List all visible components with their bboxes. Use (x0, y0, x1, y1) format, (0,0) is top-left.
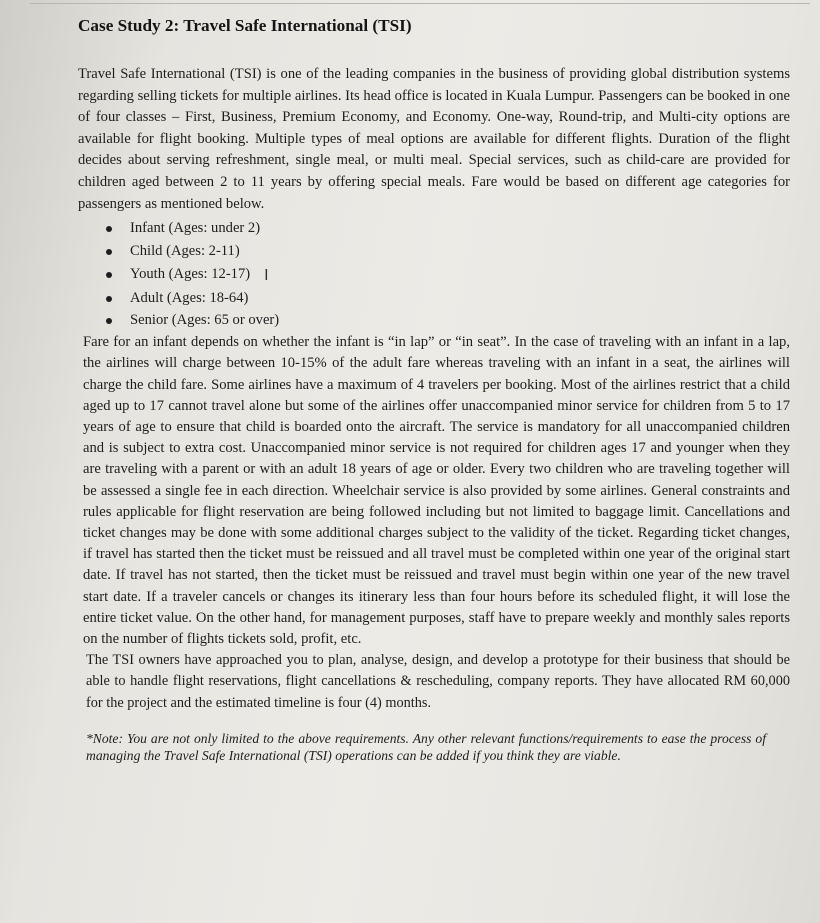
age-category-child: Child (Ages: 2-11) (100, 240, 790, 263)
age-category-list (78, 217, 790, 332)
age-category-senior: Senior (Ages: 65 or over) (100, 309, 790, 332)
age-category-youth: Youth (Ages: 12-17) I (100, 263, 790, 287)
case-study-title: Case Study 2: Travel Safe International (TSI) (78, 16, 412, 35)
age-category-adult: Adult (Ages: 18-64) (100, 287, 790, 310)
note-paragraph: *Note: You are not only limited to the above requirements. Any other relevant functions/requirements to ease the process of managing the Travel Safe International (TSI) operations can be added if you think they are viable. (86, 730, 766, 763)
document-content (78, 10, 790, 764)
fare-rules-paragraph: Fare for an infant depends on whether the infant is “in lap” or “in seat”. In the case of traveling with an infant in a lap, the airlines will charge between 10-15% of the adult fare whereas traveling with an infant in a seat, the airlines will charge the child fare. Some airlines have a maximum of 4 travelers per booking. Most of the airlines restrict that a child aged up to 17 cannot travel alone but some of the airlines offer unaccompanied minor service for children from 5 to 17 years of age to ensure that child is boarded onto the aircraft. The service is mandatory for all unaccompanied children and is subject to extra cost. Unaccompanied minor service is not required for children ages 17 and younger when they are traveling with a parent or with an adult 18 years of age or older. Every two children who are traveling together will be assessed a single fee in each direction. Wheelchair service is also provided by some airlines. General constraints and rules applicable for flight reservation are being followed including but not limited to baggage limit. Cancellations and ticket changes may be done with some additional charges subject to the validity of the ticket. Regarding ticket changes, if travel has started then the ticket must be reissued and all travel must be completed within one year of the original start date. If travel has not started, then the ticket must be reissued and travel must begin within one year of the new travel start date. If a traveler cancels or changes its itinerary less than four hours before its scheduled flight, it will lose the entire ticket value. On the other hand, for management purposes, staff have to prepare weekly and monthly sales reports on the number of flights tickets sold, profit, etc. (83, 334, 790, 647)
age-category-infant: Infant (Ages: under 2) (100, 217, 790, 240)
project-brief-paragraph: The TSI owners have approached you to plan, analyse, design, and develop a prototype for their business that should be able to handle flight reservations, flight cancellations & rescheduling, company reports. They have allocated RM 60,000 for the project and the estimated timeline is four (4) months. (86, 652, 790, 711)
intro-paragraph: Travel Safe International (TSI) is one of the leading companies in the business of providing global distribution systems regarding selling tickets for multiple airlines. Its head office is located in Kuala Lumpur. Passengers can be booked in one of four classes – First, Business, Premium Economy, and Economy. One-way, Round-trip, and Multi-city options are available for flight booking. Multiple types of meal options are available for different flights. Duration of the flight decides about serving refreshment, single meal, or multi meal. Special services, such as child-care are provided for children aged between 2 to 11 years by offering special meals. Fare would be based on different age categories for passengers as mentioned below. (78, 66, 790, 212)
text-cursor-icon: I (264, 265, 269, 284)
page-top-edge (30, 3, 810, 4)
